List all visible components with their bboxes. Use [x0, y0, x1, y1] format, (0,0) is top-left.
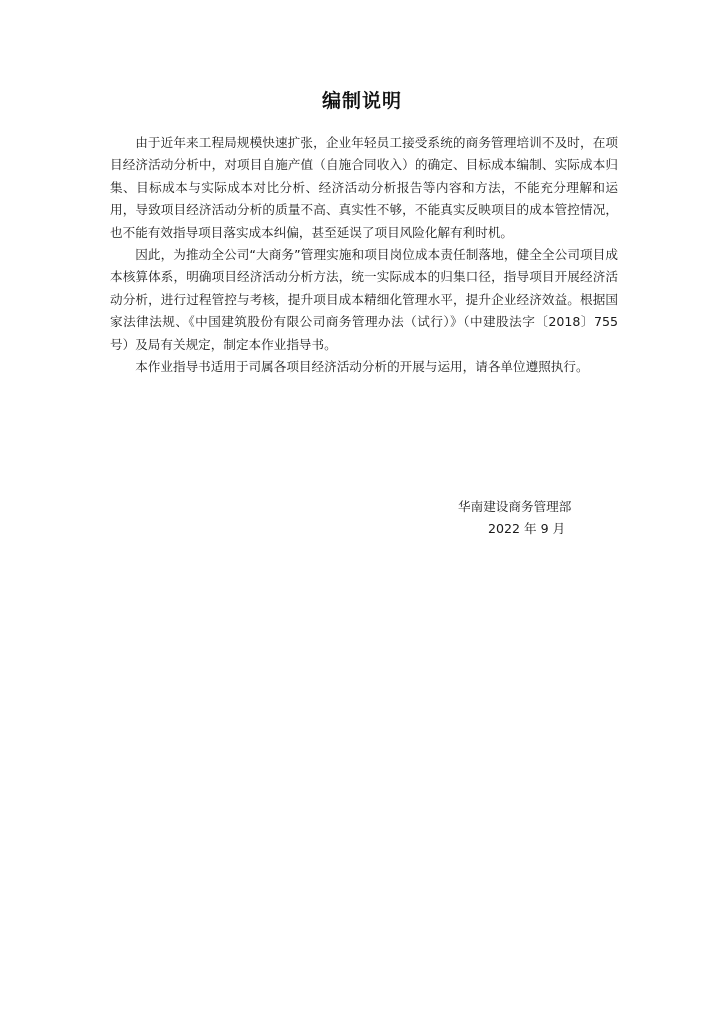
paragraph-purpose: 因此，为推动全公司“大商务”管理实施和项目岗位成本责任制落地，健全全公司项目成本核算体系，明确项目经济活动分析方法，统一实际成本的归集口径，指导项目开展经济活动分析，进行过程管控与考核，提升项目成本精细化管理水平，提升企业经济效益。根据国家法律法规、《中国建筑股份有限公司商务管理办法（试行）》（中建股法字〔2018〕755号）及局有关规定，制定本作业指导书。 — [110, 247, 618, 352]
signature-date: 2022 年 9 月 — [488, 521, 566, 537]
signature-organization: 华南建设商务管理部 — [458, 499, 572, 514]
paragraph-scope: 本作业指导书适用于司属各项目经济活动分析的开展与运用，请各单位遵照执行。 — [135, 359, 589, 375]
document-title: 编制说明 — [321, 90, 402, 112]
document-body — [110, 132, 618, 378]
paragraph-background: 由于近年来工程局规模快速扩张，企业年轻员工接受系统的商务管理培训不及时，在项目经济活动分析中，对项目自施产值（自施合同收入）的确定、目标成本编制、实际成本归集、目标成本与实际成本对比分析、经济活动分析报告等内容和方法，不能充分理解和运用，导致项目经济活动分析的质量不高、真实性不够，不能真实反映项目的成本管控情况，也不能有效指导项目落实成本纠偏，甚至延误了项目风险化解有利时机。 — [110, 135, 618, 240]
signature-block — [438, 496, 618, 541]
